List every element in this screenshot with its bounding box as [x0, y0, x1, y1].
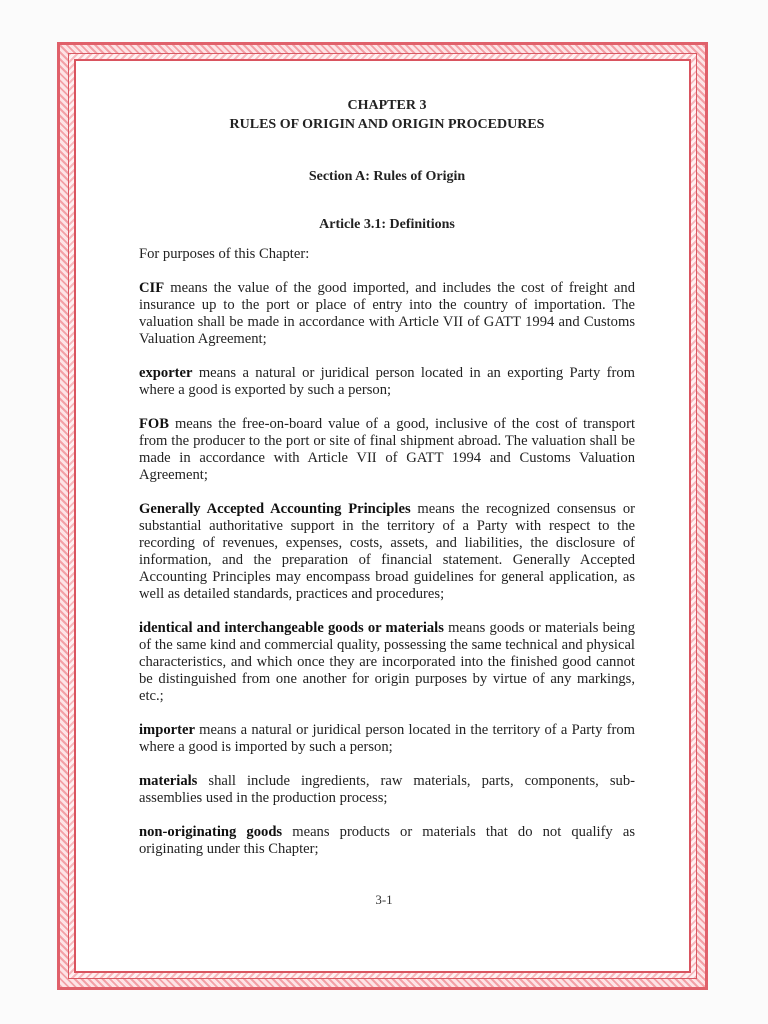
definition-materials [139, 773, 635, 807]
definition-text: means a natural or juridical person located in the territory of a Party from where a good is imported by such a person; [139, 722, 635, 755]
document-body [139, 96, 635, 858]
intro-paragraph: For purposes of this Chapter: [139, 246, 310, 262]
definition-term: Generally Accepted Accounting Principles [139, 501, 411, 517]
definition-identical-goods [139, 620, 635, 705]
definition-term: non-originating goods [139, 824, 283, 840]
page-number: 3-1 [375, 892, 393, 907]
definition-fob [139, 416, 635, 484]
chapter-title: RULES OF ORIGIN AND ORIGIN PROCEDURES [229, 117, 545, 132]
definition-importer [139, 722, 635, 756]
definition-gaap [139, 501, 635, 603]
definition-text: shall include ingredients, raw materials, parts, components, sub-assemblies used in the production process; [139, 773, 635, 806]
definition-term: CIF [139, 280, 165, 296]
definition-cif [139, 280, 635, 348]
definition-term: materials [139, 773, 198, 789]
definition-text: means the recognized consensus or substantial authoritative support in the territory of a Party with respect to the recording of revenues, expenses, costs, assets, and liabilities, the disclosure of information, and the preparation of financial statement. Generally Accepted Accounting Principles may encompass broad guidelines for general application, as well as detailed standards, practices and procedures; [139, 501, 635, 602]
chapter-number: CHAPTER 3 [347, 98, 427, 113]
definition-term: importer [139, 722, 195, 738]
definition-exporter [139, 365, 635, 399]
chapter-heading [139, 96, 635, 134]
definition-term: identical and interchangeable goods or materials [139, 620, 444, 636]
definition-text: means goods or materials being of the same kind and commercial quality, possessing the same technical and physical characteristics, and which once they are incorporated into the finished good cannot be distinguished from one another for origin purposes by virtue of any markings, etc.; [139, 620, 635, 704]
definition-text: means products or materials that do not qualify as originating under this Chapter; [139, 824, 635, 857]
definition-term: exporter [139, 365, 193, 381]
definition-term: FOB [139, 416, 169, 432]
definition-non-originating-goods [139, 824, 635, 858]
definition-text: means the value of the good imported, and includes the cost of freight and insurance up to the port or place of entry into the country of importation. The valuation shall be made in accordance with Article VII of GATT 1994 and Customs Valuation Agreement; [139, 280, 635, 347]
section-heading: Section A: Rules of Origin [308, 169, 466, 184]
definition-text: means a natural or juridical person located in an exporting Party from where a good is exported by such a person; [139, 365, 635, 398]
article-heading: Article 3.1: Definitions [319, 217, 455, 232]
definition-text: means the free-on-board value of a good, inclusive of the cost of transport from the producer to the port or site of final shipment abroad. The valuation shall be made in accordance with Article VII of GATT 1994 and Customs Valuation Agreement; [139, 416, 635, 483]
